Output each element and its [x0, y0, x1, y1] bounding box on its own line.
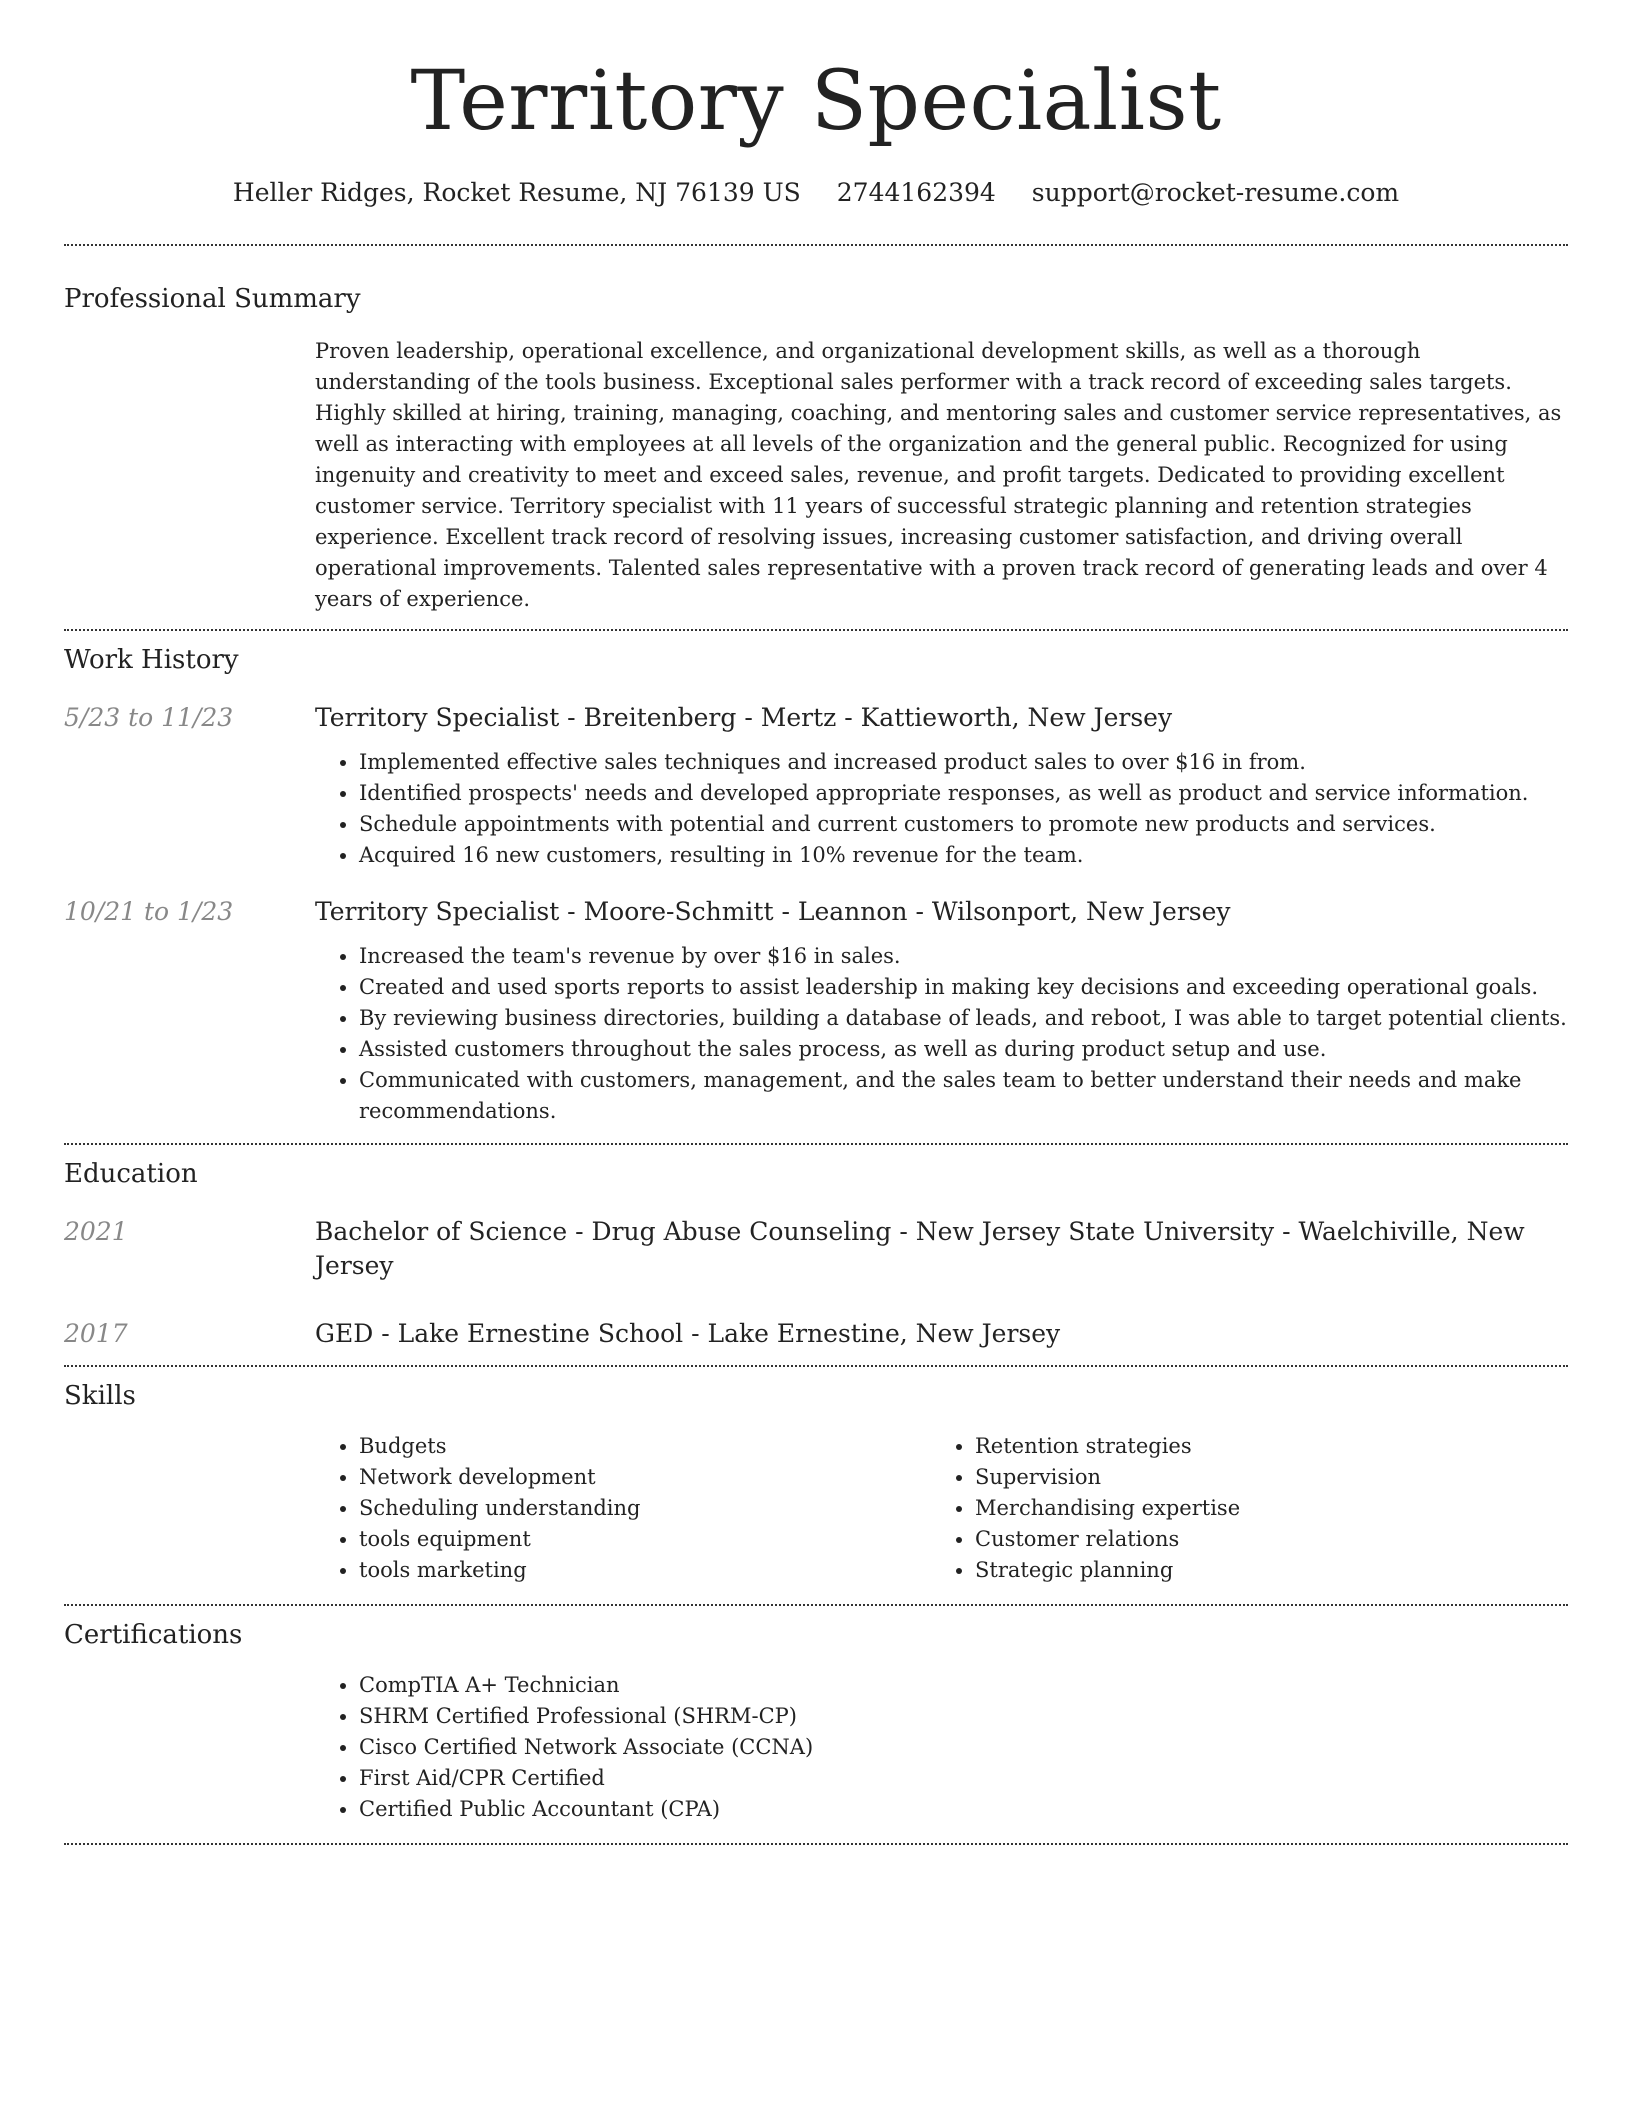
list-item: • Retention strategies: [975, 1431, 1547, 1462]
education-degree: GED: [315, 1319, 374, 1348]
list-item: • Implemented effective sales techniques and increased product sales to over $16 in from.: [359, 747, 1568, 778]
list-item: • Customer relations: [975, 1524, 1547, 1555]
certifications-heading: Certifications: [64, 1620, 243, 1650]
education-entry: [64, 1215, 1568, 1283]
list-item: • First Aid/CPR Certified: [359, 1763, 1568, 1794]
summary-heading: Professional Summary: [64, 284, 361, 314]
job-title: Territory Specialist - Breitenberg - Mertz - Kattieworth, New Jersey: [315, 703, 1173, 732]
job-dates: 10/21 to 1/23: [64, 897, 234, 926]
education-entry: [64, 1317, 1568, 1351]
certifications-divider: [64, 1843, 1568, 1845]
list-item: • Communicated with customers, management, and the sales team to better understand their needs and make recommendations.: [359, 1065, 1568, 1127]
work-history-heading: Work History: [64, 645, 239, 675]
resume-header: [64, 0, 1568, 210]
list-item: • CompTIA A+ Technician: [359, 1670, 1568, 1701]
list-item: • Scheduling understanding: [359, 1493, 931, 1524]
list-item: • Created and used sports reports to assist leadership in making key decisions and exceeding operational goals.: [359, 972, 1568, 1003]
list-item: • Network development: [359, 1462, 931, 1493]
skills-heading: Skills: [64, 1381, 136, 1411]
list-item: • By reviewing business directories, building a database of leads, and reboot, I was able to target potential clients.: [359, 1003, 1568, 1034]
list-item: • tools equipment: [359, 1524, 931, 1555]
contact-address: Heller Ridges, Rocket Resume, NJ 76139 US: [232, 178, 801, 207]
list-item: • Merchandising expertise: [975, 1493, 1547, 1524]
list-item: • Identified prospects' needs and developed appropriate responses, as well as product and service information.: [359, 778, 1568, 809]
summary-section: [64, 246, 1568, 629]
job-bullets: [315, 747, 1568, 871]
job-title: Territory Specialist - Moore-Schmitt - Leannon - Wilsonport, New Jersey: [315, 897, 1231, 926]
certifications-list: [315, 1670, 1568, 1825]
list-item: • Supervision: [975, 1462, 1547, 1493]
skills-list-right: [931, 1431, 1547, 1586]
education-school: - Lake Ernestine School - Lake Ernestine, New Jersey: [373, 1319, 1061, 1348]
job-bullets: [315, 941, 1568, 1127]
job-dates: 5/23 to 11/23: [64, 703, 234, 732]
job-entry: [64, 701, 1568, 871]
education-heading: Education: [64, 1159, 198, 1189]
education-year: 2017: [64, 1319, 128, 1348]
skills-section: [64, 1367, 1568, 1604]
list-item: • Increased the team's revenue by over $16 in sales.: [359, 941, 1568, 972]
job-entry: [64, 895, 1568, 1127]
list-item: • Cisco Certified Network Associate (CCNA): [359, 1732, 1568, 1763]
education-year: 2021: [64, 1217, 128, 1246]
contact-email: support@rocket-resume.com: [1031, 178, 1400, 207]
education-school: - New Jersey State University - Waelchiville, New Jersey: [315, 1217, 1525, 1280]
education-section: [64, 1145, 1568, 1365]
education-degree: Bachelor of Science - Drug Abuse Counseling: [315, 1217, 892, 1246]
contact-line: [64, 176, 1568, 210]
list-item: • Assisted customers throughout the sales process, as well as during product setup and use.: [359, 1034, 1568, 1065]
work-history-section: [64, 631, 1568, 1143]
contact-phone: 2744162394: [836, 178, 996, 207]
list-item: • Strategic planning: [975, 1555, 1547, 1586]
certifications-section: [64, 1606, 1568, 1843]
list-item: • Budgets: [359, 1431, 931, 1462]
summary-text: Proven leadership, operational excellence, and organizational development skills, as well as a thorough understanding of the tools business. Exceptional sales performer with a track record of exceeding sales targets. Highly skilled at hiring, training, managing, coaching, and mentoring sales and customer service representatives, as well as interacting with employees at all levels of the organization and the general public. Recognized for using ingenuity and creativity to meet and exceed sales, revenue, and profit targets. Dedicated to providing excellent customer service. Territory specialist with 11 years of successful strategic planning and retention strategies experience. Excellent track record of resolving issues, increasing customer satisfaction, and driving overall operational improvements. Talented sales representative with a proven track record of generating leads and over 4 years of experience.: [315, 339, 1562, 611]
list-item: • Acquired 16 new customers, resulting in 10% revenue for the team.: [359, 840, 1568, 871]
list-item: • Schedule appointments with potential and current customers to promote new products and services.: [359, 809, 1568, 840]
list-item: • tools marketing: [359, 1555, 931, 1586]
list-item: • Certified Public Accountant (CPA): [359, 1794, 1568, 1825]
list-item: • SHRM Certified Professional (SHRM-CP): [359, 1701, 1568, 1732]
skills-list-left: [315, 1431, 931, 1586]
candidate-name: Territory Specialist: [410, 54, 1222, 149]
